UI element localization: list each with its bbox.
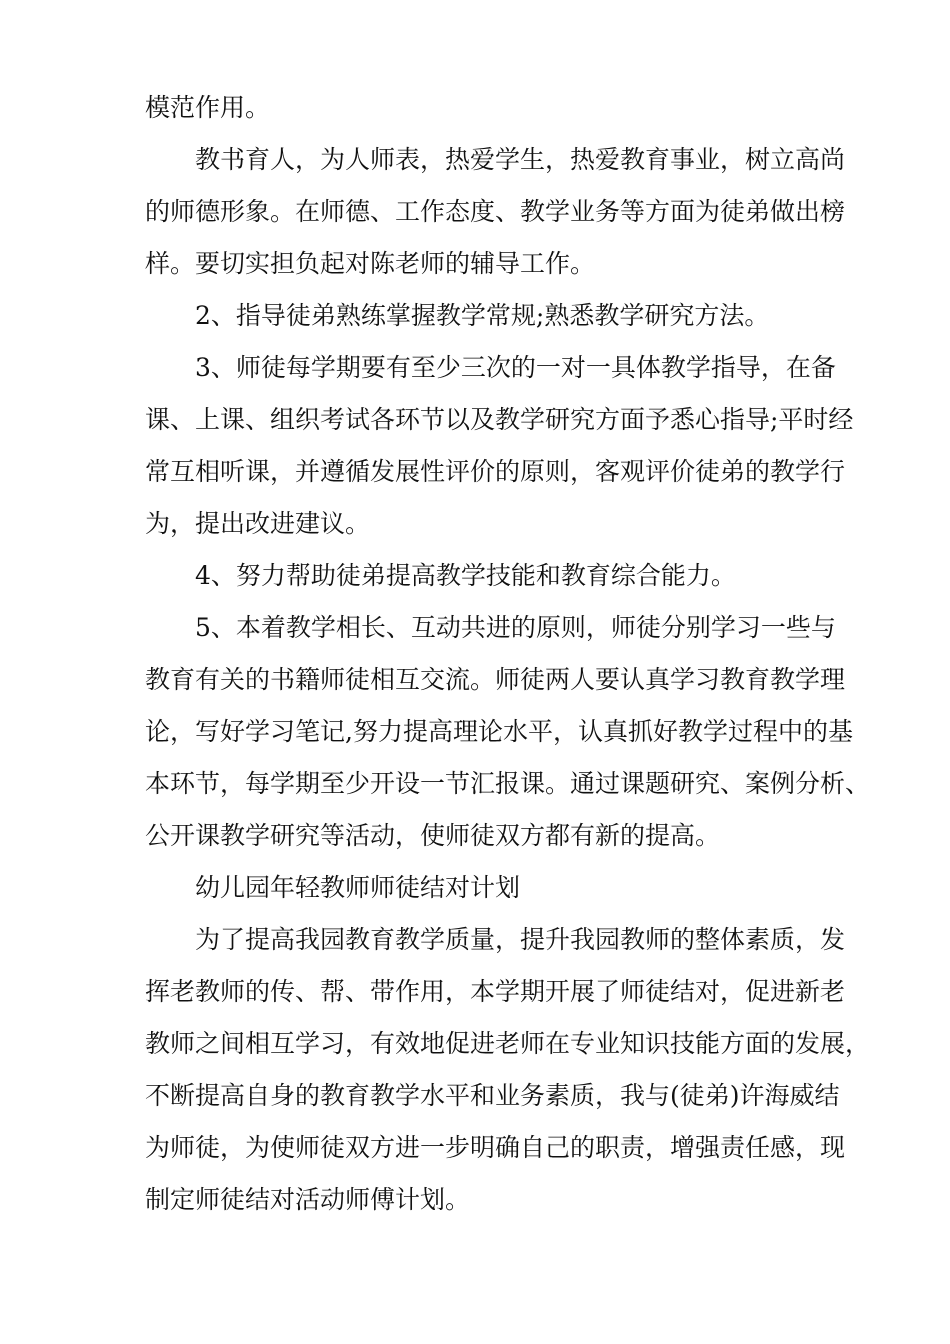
text-line: 论，写好学习笔记,努力提高理论水平，认真抓好教学过程中的基	[145, 717, 853, 746]
text-line: 教书育人，为人师表，热爱学生，热爱教育事业，树立高尚	[195, 145, 846, 174]
text-line: 为师徒，为使师徒双方进一步明确自己的职责，增强责任感，现	[145, 1133, 846, 1162]
text-line: 本环节，每学期至少开设一节汇报课。通过课题研究、案例分析、	[145, 769, 871, 798]
text-line: 4、努力帮助徒弟提高教学技能和教育综合能力。	[195, 561, 736, 590]
section-heading: 幼儿园年轻教师师徒结对计划	[195, 873, 521, 902]
text-line: 制定师徒结对活动师傅计划。	[145, 1185, 471, 1214]
text-line: 为了提高我园教育教学质量，提升我园教师的整体素质，发	[195, 925, 846, 954]
text-line: 5、本着教学相长、互动共进的原则，师徒分别学习一些与	[195, 613, 836, 642]
text-line: 不断提高自身的教育教学水平和业务素质，我与(徒弟)许海威结	[145, 1081, 840, 1110]
text-line: 3、师徒每学期要有至少三次的一对一具体教学指导，在备	[195, 353, 836, 382]
text-line: 教育有关的书籍师徒相互交流。师徒两人要认真学习教育教学理	[145, 665, 846, 694]
text-line: 课、上课、组织考试各环节以及教学研究方面予悉心指导;平时经	[145, 405, 854, 434]
text-line: 教师之间相互学习，有效地促进老师在专业知识技能方面的发展，	[145, 1029, 871, 1058]
text-line: 2、指导徒弟熟练掌握教学常规;熟悉教学研究方法。	[195, 301, 770, 330]
text-line: 公开课教学研究等活动，使师徒双方都有新的提高。	[145, 821, 721, 850]
document-body	[145, 82, 871, 1226]
text-line: 模范作用。	[145, 93, 271, 122]
text-line: 为，提出改进建议。	[145, 509, 371, 538]
text-line: 的师德形象。在师德、工作态度、教学业务等方面为徒弟做出榜	[145, 197, 846, 226]
text-line: 常互相听课，并遵循发展性评价的原则，客观评价徒弟的教学行	[145, 457, 846, 486]
text-line: 样。要切实担负起对陈老师的辅导工作。	[145, 249, 596, 278]
text-line: 挥老教师的传、帮、带作用，本学期开展了师徒结对，促进新老	[145, 977, 846, 1006]
